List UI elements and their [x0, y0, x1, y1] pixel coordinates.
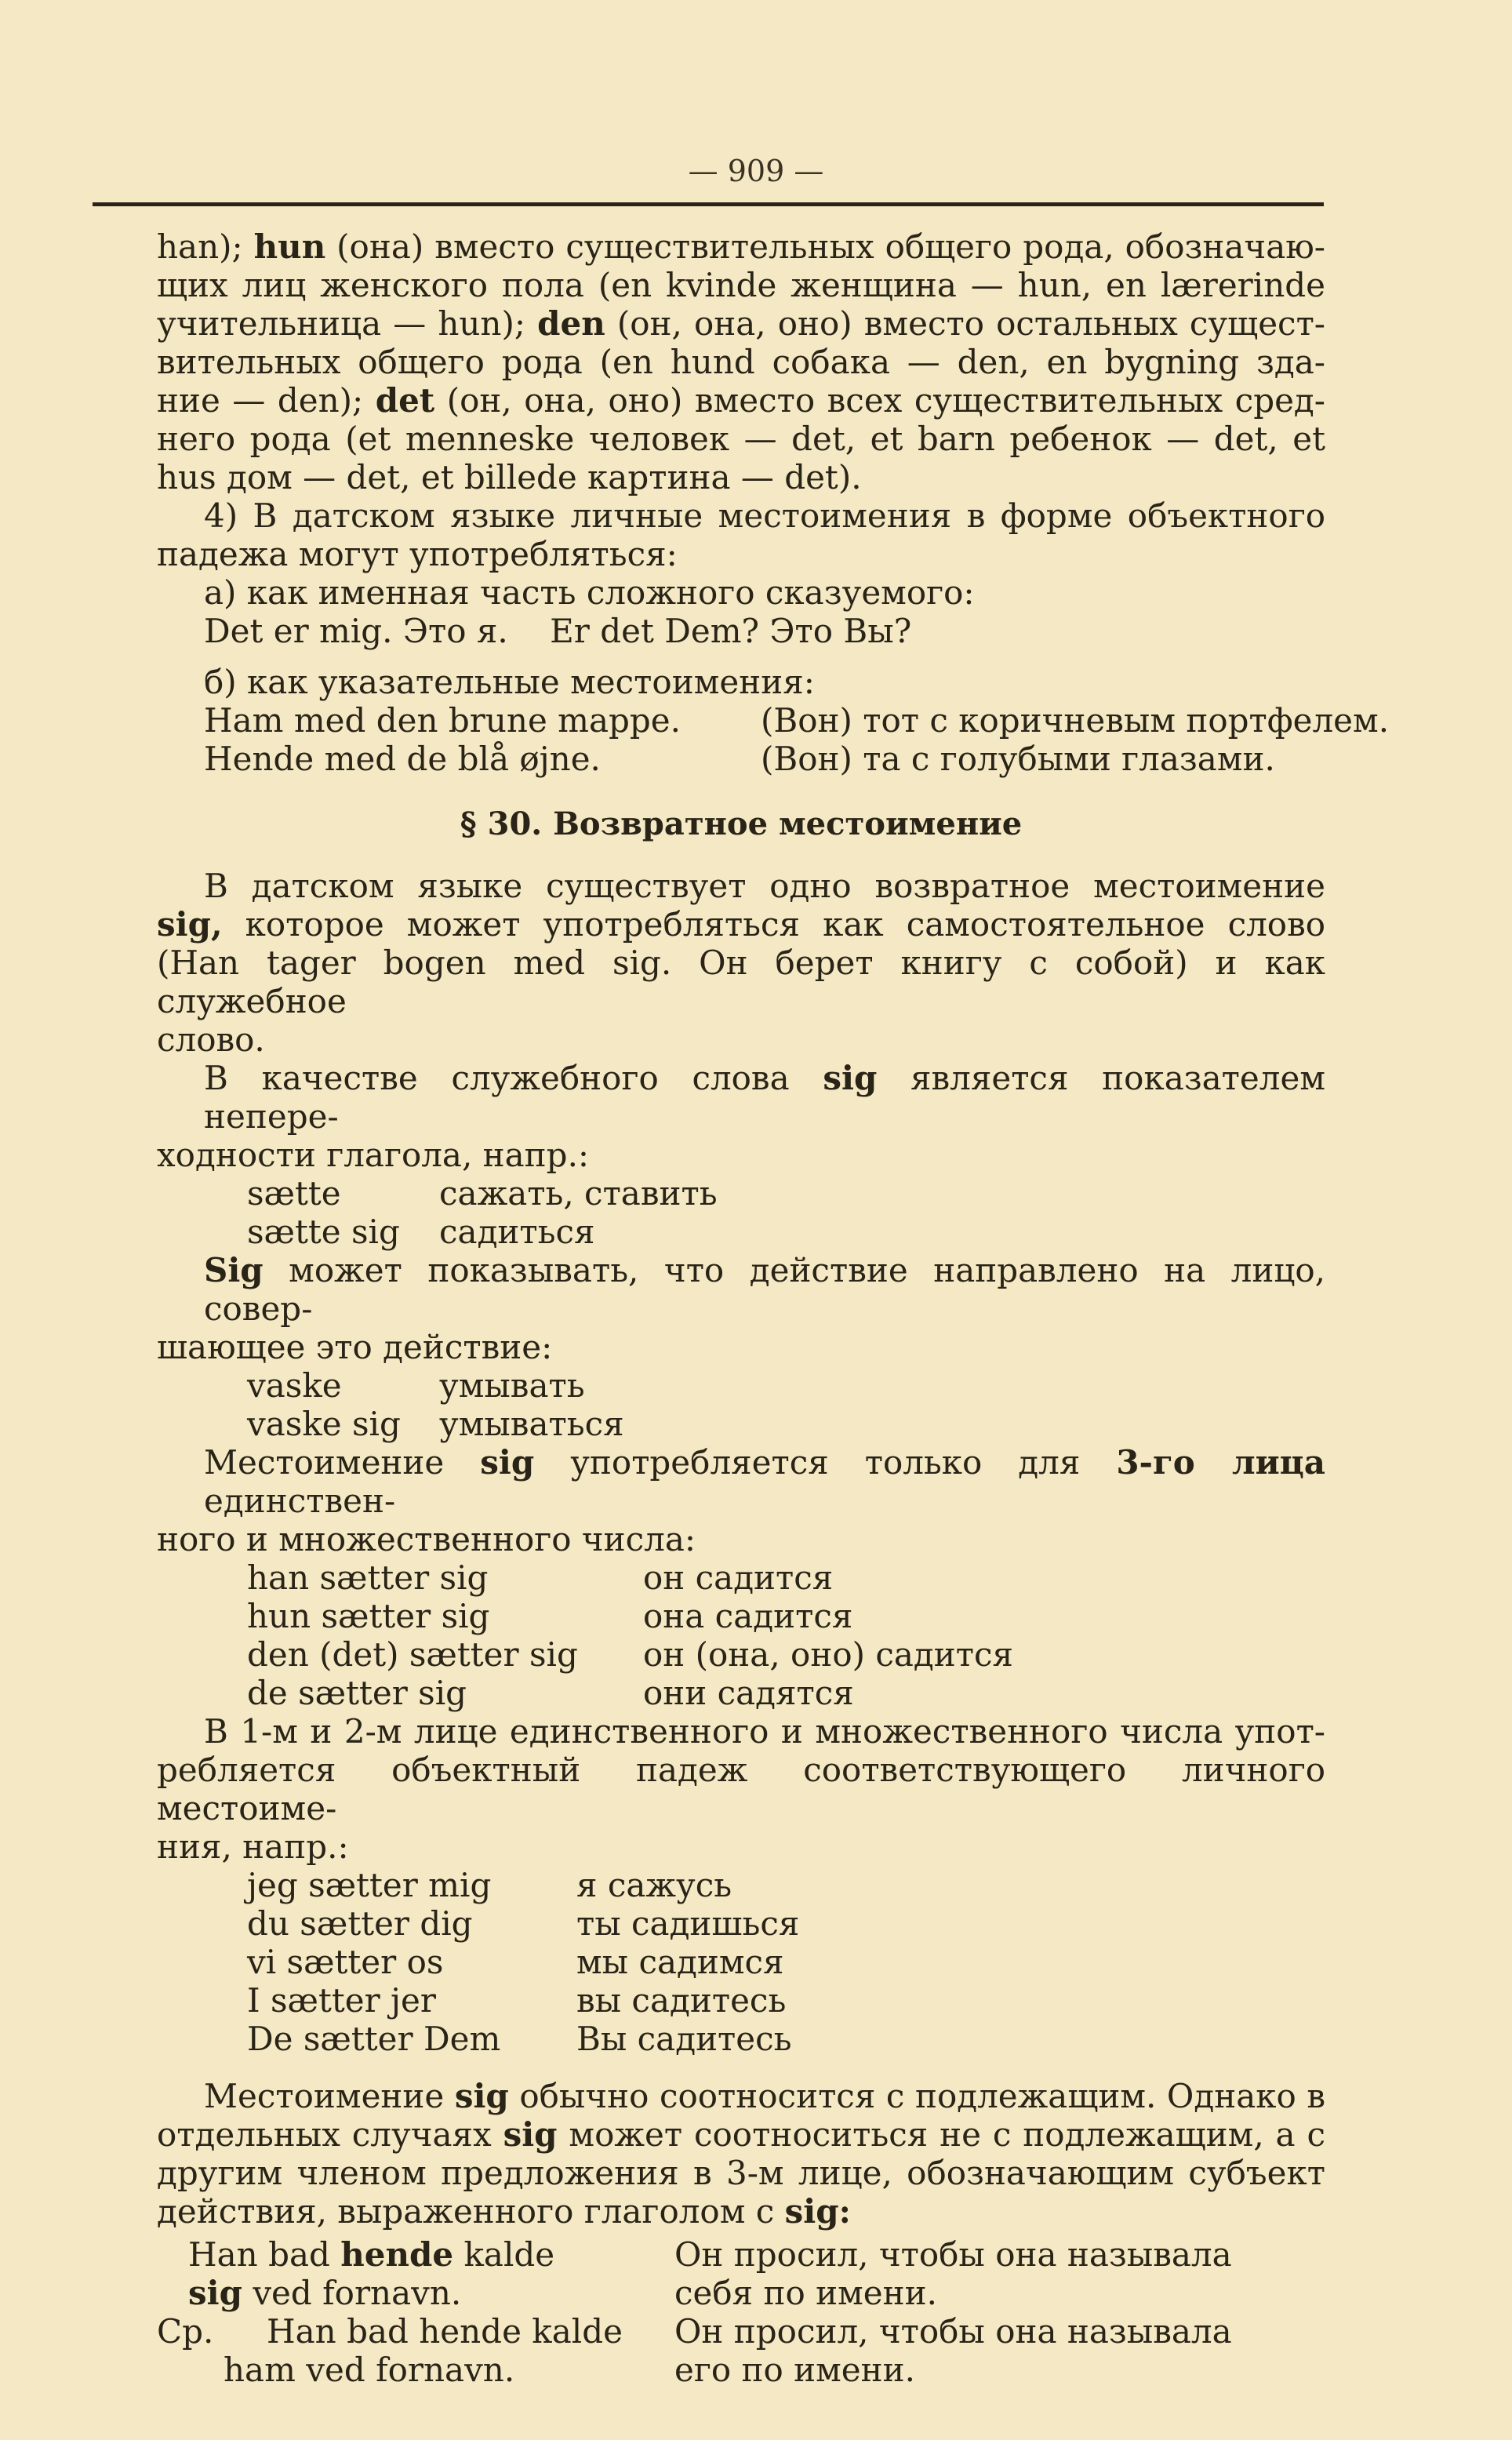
- paragraph: [157, 1443, 1325, 1712]
- text-line: Местоимение sig употребляется только для 3-го лица единствен-: [204, 1443, 1325, 1520]
- danish-example: De sætter Dem: [247, 2020, 501, 2058]
- russian-translation: Он просил, чтобы она называла: [674, 2312, 1232, 2351]
- russian-translation: он (она, оно) садится: [643, 1635, 1014, 1674]
- example-row: [157, 2235, 1325, 2274]
- danish-example: vaske: [247, 1366, 342, 1405]
- danish-example: jeg sætter mig: [247, 1866, 492, 1904]
- section-heading: § 30. Возвратное местоимение: [460, 805, 1023, 842]
- russian-translation: они садятся: [643, 1674, 854, 1712]
- danish-example: Ham med den brune mappe.: [204, 701, 681, 740]
- russian-translation: ты садишься: [576, 1904, 800, 1943]
- example-row: [157, 1674, 1325, 1712]
- danish-example: Han bad hende kalde: [188, 2235, 555, 2274]
- russian-translation: вы садитесь: [576, 1981, 787, 2020]
- intro-paragraph: [157, 227, 1325, 496]
- russian-translation: он садится: [643, 1558, 834, 1597]
- paragraph: [157, 1059, 1325, 1251]
- sub-item-a-label: а) как именная часть сложного сказуемого:: [204, 573, 975, 612]
- danish-example: Han bad hende kalde: [267, 2312, 623, 2351]
- example-row: [157, 1904, 1325, 1943]
- russian-translation: себя по имени.: [674, 2274, 937, 2312]
- text-line: отдельных случаях sig может соотноситься не с подлежащим, а с: [157, 2115, 1326, 2154]
- russian-translation: она садится: [643, 1597, 853, 1635]
- danish-example: sætte: [247, 1174, 341, 1213]
- russian-translation: его по имени.: [674, 2351, 915, 2389]
- text-line: В датском языке существует одно возвратное местоимение: [204, 867, 1325, 905]
- example-row: [157, 2274, 1325, 2312]
- danish-example: Hende med de blå øjne.: [204, 740, 601, 778]
- danish-example: den (det) sætter sig: [247, 1635, 578, 1674]
- example-row: [157, 1366, 1325, 1405]
- example-row: [157, 1635, 1325, 1674]
- example-row: [157, 2020, 1325, 2058]
- text-line: шающее это действие:: [157, 1328, 553, 1366]
- russian-translation: садиться: [439, 1213, 595, 1251]
- russian-translation: умывать: [439, 1366, 585, 1405]
- danish-example: ham ved fornavn.: [224, 2351, 515, 2389]
- paragraph: [157, 867, 1325, 1059]
- danish-example: I sætter jer: [247, 1981, 436, 2020]
- russian-translation: Вы садитесь: [576, 2020, 792, 2058]
- example-row: [157, 1866, 1325, 1904]
- text-line: Местоимение sig обычно соотносится с подлежащим. Однако в: [204, 2077, 1325, 2115]
- danish-example: hun sætter sig: [247, 1597, 490, 1635]
- text-line: ние — den); det (он, она, оно) вместо всех существительных сред-: [157, 381, 1325, 420]
- text-line: него рода (et menneske человек — det, et barn ребенок — det, et: [157, 420, 1325, 458]
- danish-example: sætte sig: [247, 1213, 400, 1251]
- text-line: учительница — hun); den (он, она, оно) вместо остальных сущест-: [157, 304, 1325, 343]
- text-line: 4) В датском языке личные местоимения в форме объектного: [204, 496, 1325, 535]
- russian-translation: (Вон) тот с коричневым портфелем.: [761, 701, 1390, 740]
- header-rule: [93, 202, 1324, 206]
- paragraph: [157, 1712, 1325, 2058]
- danish-example: du sætter dig: [247, 1904, 473, 1943]
- sub-item-b-label: б) как указательные местоимения:: [204, 663, 815, 701]
- paragraph: [157, 2077, 1325, 2231]
- russian-translation: умываться: [439, 1405, 624, 1443]
- example-row: [157, 1405, 1325, 1443]
- russian-translation: сажать, ставить: [439, 1174, 718, 1213]
- example-row: [157, 740, 1325, 778]
- paragraph: [157, 1251, 1325, 1443]
- example-row: [157, 1981, 1325, 2020]
- compare-label: Ср.: [157, 2312, 214, 2351]
- text-line: щих лиц женского пола (en kvinde женщина — hun, en lærerinde: [157, 266, 1325, 304]
- text-line: han); hun (она) вместо существительных общего рода, обозначаю-: [157, 227, 1325, 266]
- example-row: [157, 2312, 1325, 2351]
- text-line: действия, выраженного глаголом с sig:: [157, 2192, 852, 2231]
- point-4: [157, 496, 1390, 778]
- russian-translation: Он просил, чтобы она называла: [674, 2235, 1232, 2274]
- example-row: [157, 1943, 1325, 1981]
- danish-example: sig ved fornavn.: [188, 2274, 462, 2312]
- danish-example: vi sætter os: [247, 1943, 444, 1981]
- text-line: (Han tager bogen med sig. Он берет книгу с собой) и как служебное: [157, 944, 1325, 1020]
- final-examples: [157, 2235, 1325, 2389]
- example-row: [157, 701, 1390, 740]
- text-line: другим членом предложения в 3-м лице, обозначающим субъект: [157, 2154, 1325, 2192]
- text-line: ния, напр.:: [157, 1827, 349, 1866]
- russian-translation: мы садимся: [576, 1943, 784, 1981]
- example-row: [157, 1213, 1325, 1251]
- text-line: слово.: [157, 1020, 265, 1059]
- text-line: ребляется объектный падеж соответствующего личного местоиме-: [157, 1751, 1325, 1827]
- danish-example: de sætter sig: [247, 1674, 467, 1712]
- danish-example: han sætter sig: [247, 1558, 489, 1597]
- text-line: В качестве служебного слова sig является показателем непере-: [204, 1059, 1325, 1136]
- example-line: Det er mig. Это я. Er det Dem? Это Вы?: [204, 612, 912, 650]
- example-row: [157, 1174, 1325, 1213]
- text-line: hus дом — det, et billede картина — det).: [157, 458, 862, 496]
- page-number: — 909 —: [688, 154, 824, 188]
- example-row: [157, 2351, 1325, 2389]
- danish-example: vaske sig: [247, 1405, 401, 1443]
- russian-translation: я сажусь: [576, 1866, 732, 1904]
- page-body: [157, 227, 1390, 2389]
- example-row: [157, 1597, 1325, 1635]
- text-line: вительных общего рода (en hund собака — den, en bygning зда-: [157, 343, 1325, 381]
- text-line: падежа могут употребляться:: [157, 535, 678, 573]
- text-line: ходности глагола, напр.:: [157, 1136, 590, 1174]
- text-line: ного и множественного числа:: [157, 1520, 696, 1558]
- example-row: [157, 1558, 1325, 1597]
- text-line: В 1-м и 2-м лице единственного и множественного числа упот-: [204, 1712, 1325, 1751]
- text-line: Sig может показывать, что действие направлено на лицо, совер-: [204, 1251, 1325, 1328]
- text-line: sig, которое может употребляться как самостоятельное слово: [157, 905, 1325, 944]
- russian-translation: (Вон) та с голубыми глазами.: [761, 740, 1275, 778]
